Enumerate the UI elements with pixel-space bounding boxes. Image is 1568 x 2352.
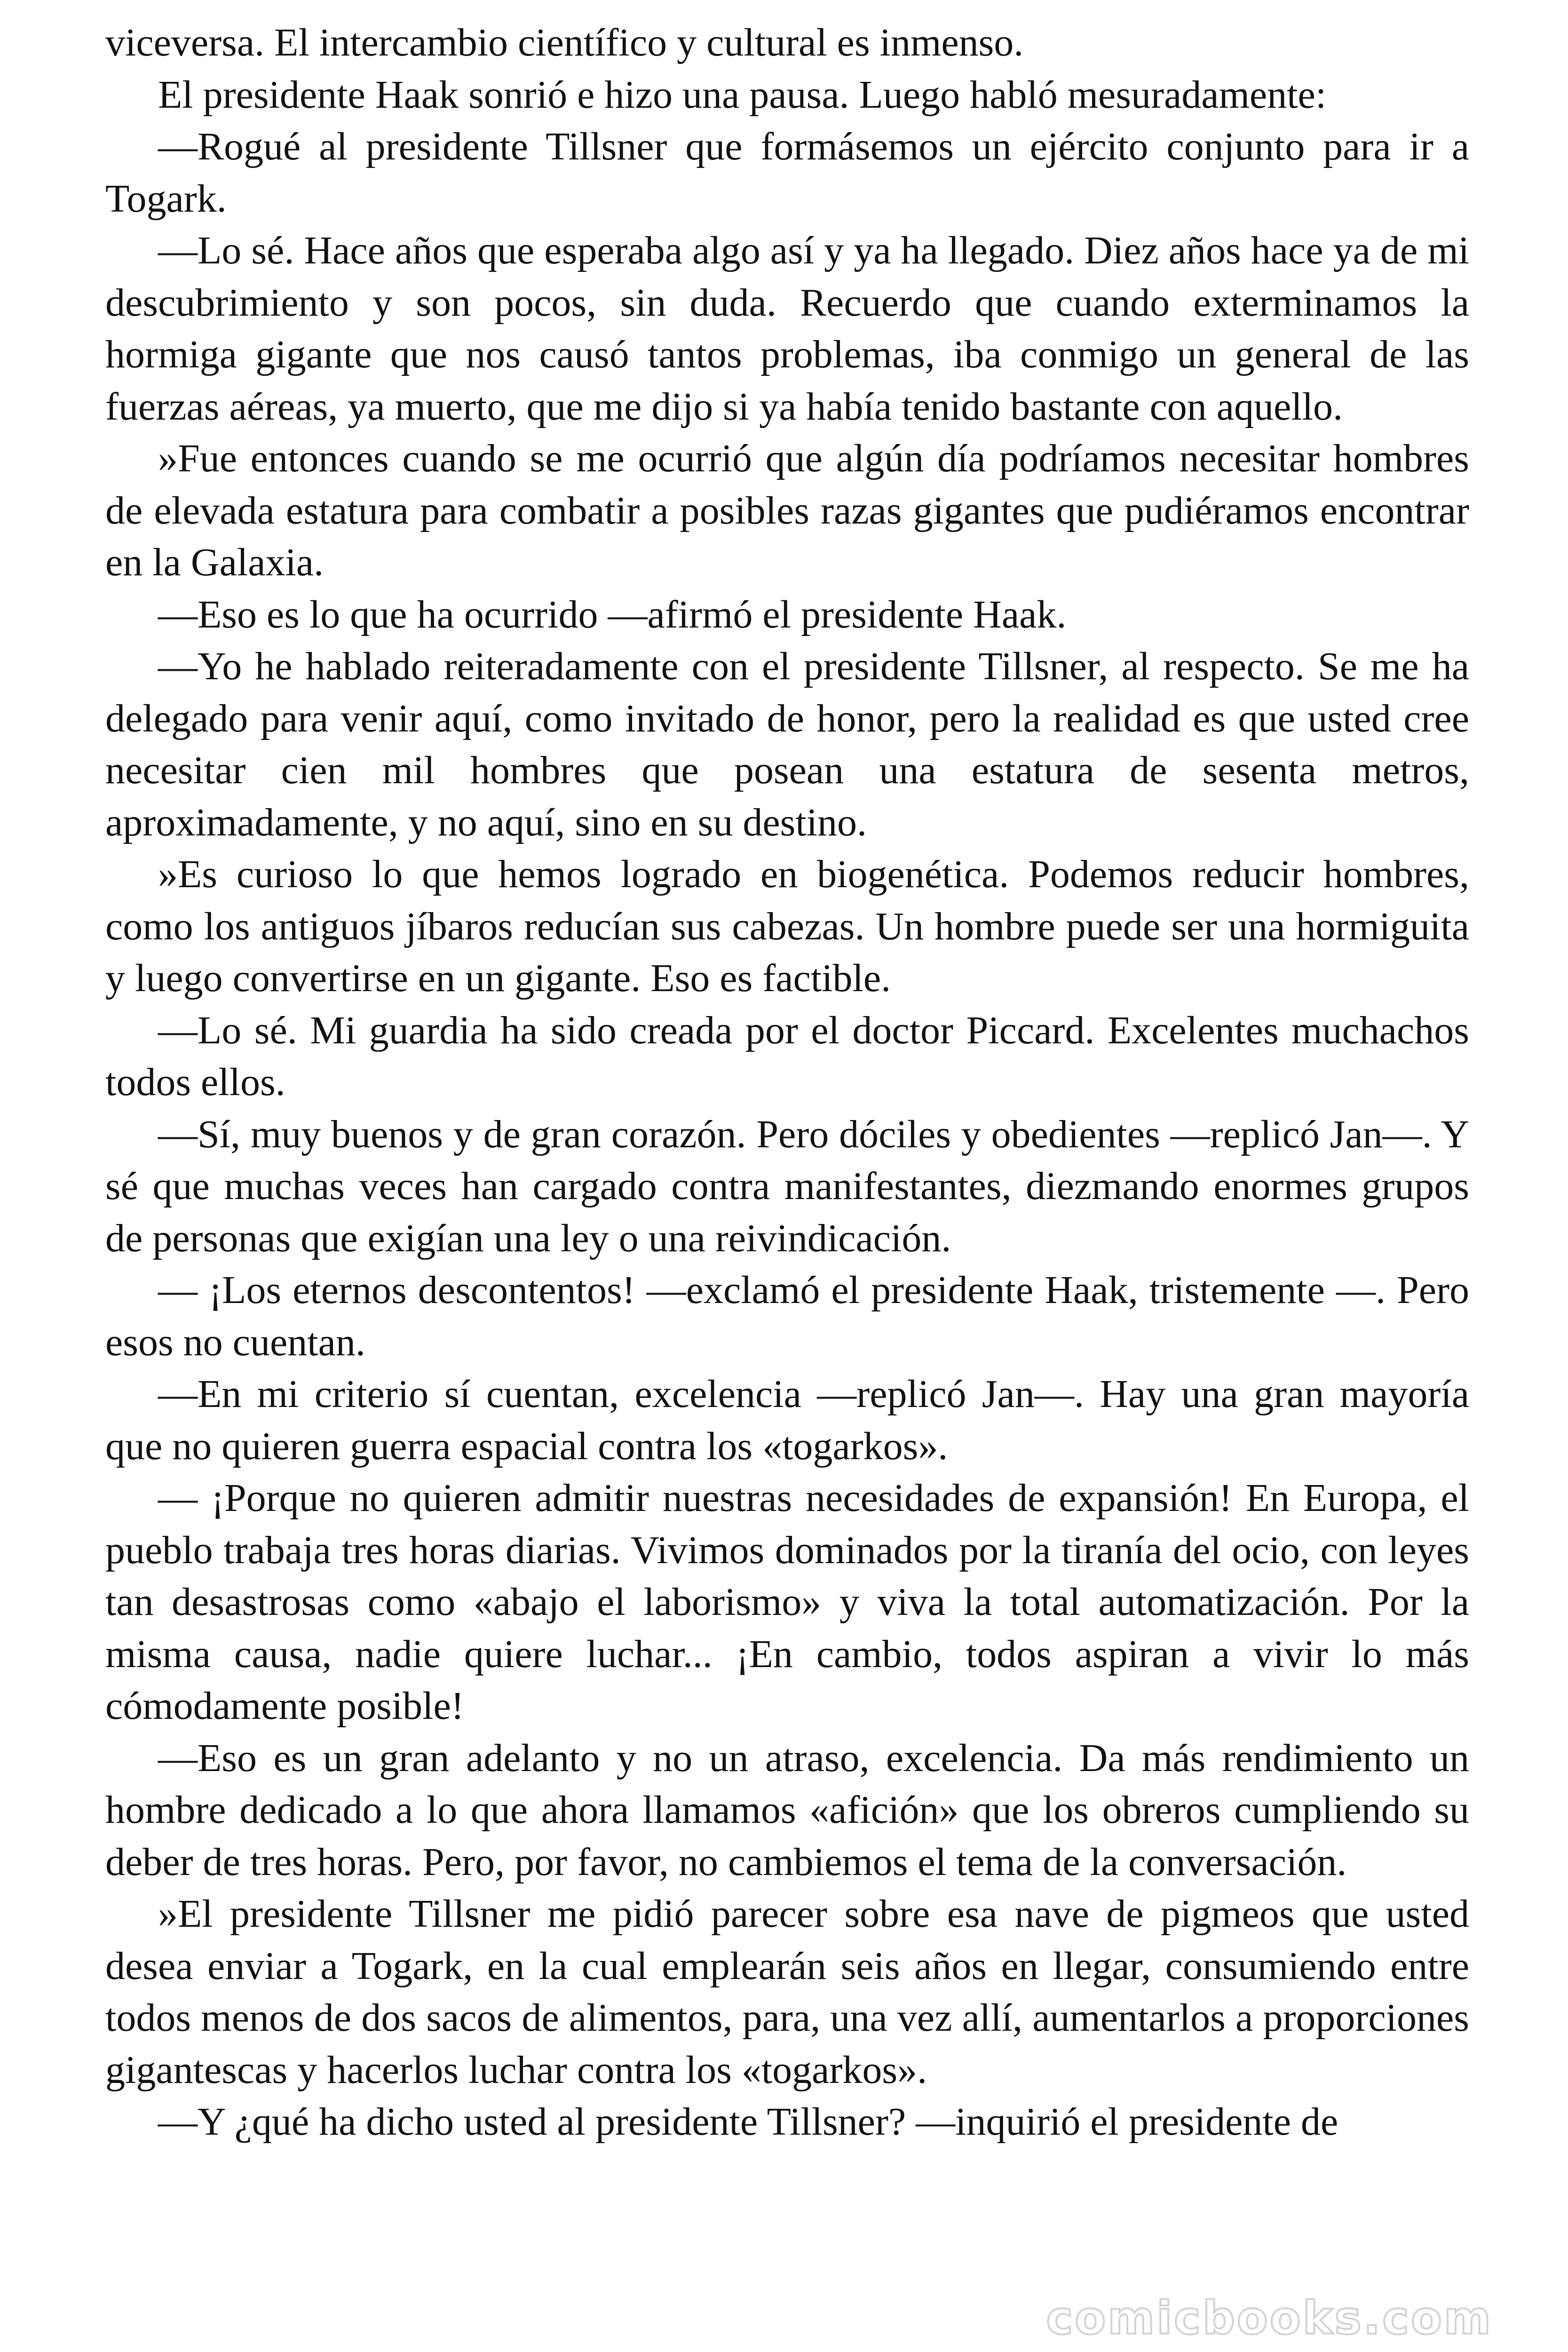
paragraph-10: —Sí, muy buenos y de gran corazón. Pero dóciles y obedientes —replicó Jan—. Y sé que muchas veces han cargado contra manifestantes, diezmando enormes grupos de personas que exigían una ley o una reivindicación. xyxy=(105,1112,1469,1260)
paragraph-11: — ¡Los eternos descontentos! —exclamó el presidente Haak, tristemente —. Pero esos no cuentan. xyxy=(105,1268,1469,1364)
paragraph-4: —Lo sé. Hace años que esperaba algo así y ya ha llegado. Diez años hace ya de mi descubrimiento y son pocos, sin duda. Recuerdo que cuando exterminamos la hormiga gigante que nos causó tantos problemas, iba conmigo un general de las fuerzas aéreas, ya muerto, que me dijo si ya había tenido bastante con aquello. xyxy=(105,229,1469,429)
paragraph-8: »Es curioso lo que hemos logrado en biogenética. Podemos reducir hombres, como los antiguos jíbaros reducían sus cabezas. Un hombre puede ser una hormiguita y luego convertirse en un gigante. Eso es factible. xyxy=(105,852,1469,1000)
paragraph-1: viceversa. El intercambio científico y cultural es inmenso. xyxy=(105,21,1024,64)
paragraph-9: —Lo sé. Mi guardia ha sido creada por el doctor Piccard. Excelentes muchachos todos ellos. xyxy=(105,1008,1469,1104)
paragraph-16: —Y ¿qué ha dicho usted al presidente Tillsner? —inquirió el presidente de xyxy=(158,2100,1338,2144)
paragraph-12: —En mi criterio sí cuentan, excelencia —replicó Jan—. Hay una gran mayoría que no quieren guerra espacial contra los «togarkos». xyxy=(105,1372,1469,1468)
paragraph-14: —Eso es un gran adelanto y no un atraso, excelencia. Da más rendimiento un hombre dedicado a lo que ahora llamamos «afición» que los obreros cumpliendo su deber de tres horas. Pero, por favor, no cambiemos el tema de la conversación. xyxy=(105,1736,1469,1884)
paragraph-5: »Fue entonces cuando se me ocurrió que algún día podríamos necesitar hombres de elevada estatura para combatir a posibles razas gigantes que pudiéramos encontrar en la Galaxia. xyxy=(105,437,1469,584)
page-body xyxy=(105,17,1469,2148)
paragraph-13: — ¡Porque no quieren admitir nuestras necesidades de expansión! En Europa, el pueblo trabaja tres horas diarias. Vivimos dominados por la tiranía del ocio, con leyes tan desastrosas como «abajo el laborismo» y viva la total automatización. Por la misma causa, nadie quiere luchar... ¡En cambio, todos aspiran a vivir lo más cómodamente posible! xyxy=(105,1476,1469,1728)
watermark: comicbooks.com xyxy=(1046,2292,1493,2344)
paragraph-6: —Eso es lo que ha ocurrido —afirmó el presidente Haak. xyxy=(158,592,1067,636)
paragraph-15: »El presidente Tillsner me pidió parecer sobre esa nave de pigmeos que usted desea enviar a Togark, en la cual emplearán seis años en llegar, consumiendo entre todos menos de dos sacos de alimentos, para, una vez allí, aumentarlos a proporciones gigantescas y hacerlos luchar contra los «togarkos». xyxy=(105,1892,1469,2092)
paragraph-2: El presidente Haak sonrió e hizo una pausa. Luego habló mesuradamente: xyxy=(158,72,1327,117)
paragraph-7: —Yo he hablado reiteradamente con el presidente Tillsner, al respecto. Se me ha delegado para venir aquí, como invitado de honor, pero la realidad es que usted cree necesitar cien mil hombres que posean una estatura de sesenta metros, aproximadamente, y no aquí, sino en su destino. xyxy=(105,644,1469,844)
paragraph-3: —Rogué al presidente Tillsner que formásemos un ejército conjunto para ir a Togark. xyxy=(105,125,1469,221)
